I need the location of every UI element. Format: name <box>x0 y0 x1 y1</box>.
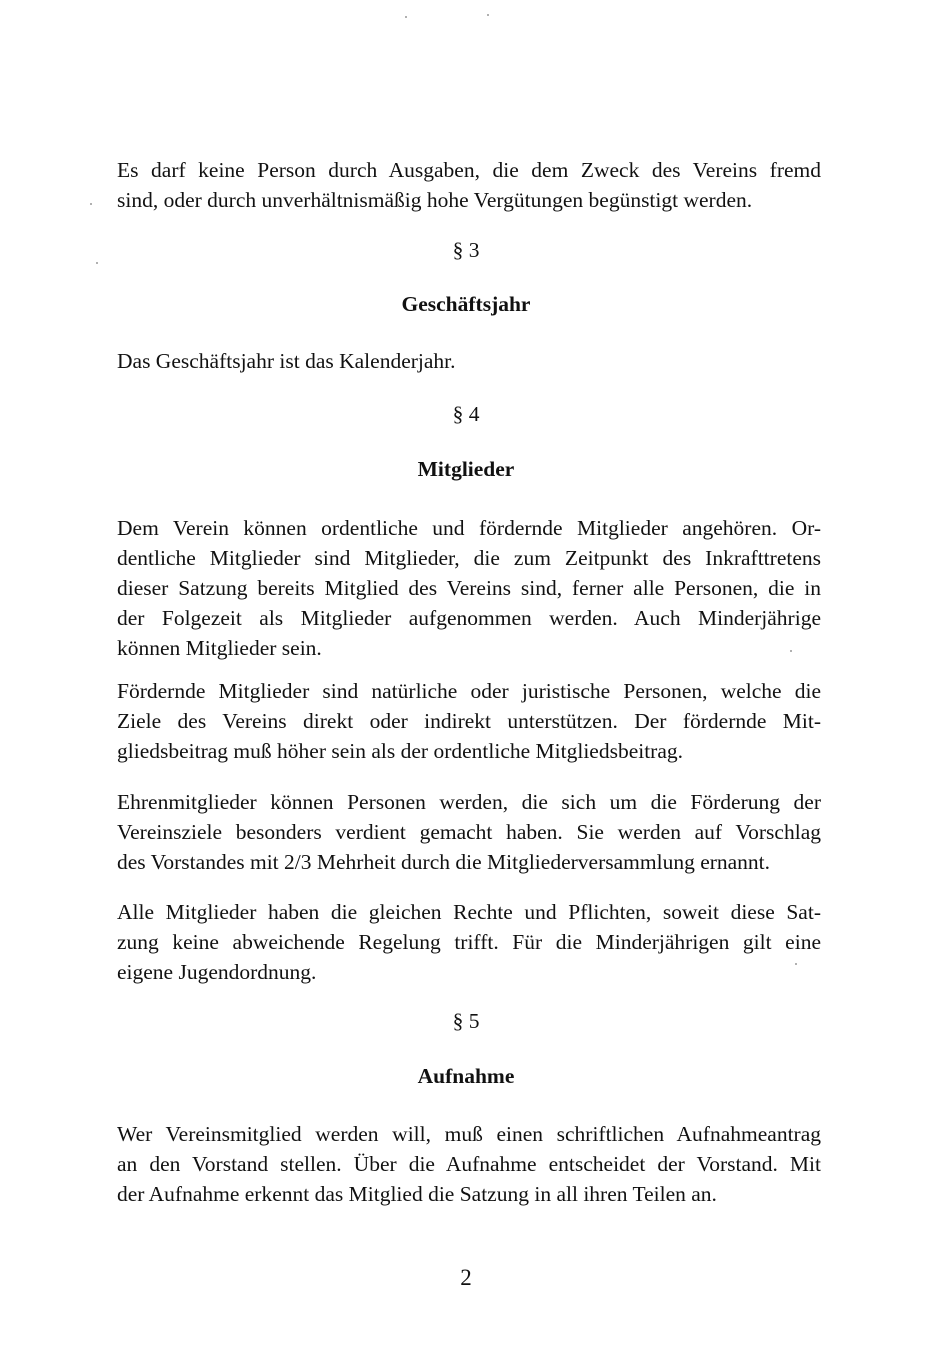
text-line: Alle Mitglieder haben die gleichen Rechte und Pflichten, soweit diese Sat- <box>117 900 821 924</box>
page-number: 2 <box>460 1265 472 1290</box>
scan-speck <box>790 650 792 652</box>
text-line: können Mitglieder sein. <box>117 636 322 660</box>
section-5-title: Aufnahme <box>417 1064 515 1088</box>
text-line: dieser Satzung bereits Mitglied des Vereins sind, ferner alle Personen, die in <box>117 576 821 600</box>
scan-speck <box>487 14 489 16</box>
scan-speck <box>795 963 797 965</box>
paragraph-members <box>117 513 821 663</box>
text-line: Es darf keine Person durch Ausgaben, die dem Zweck des Vereins fremd <box>117 158 821 182</box>
text-line: Ehrenmitglieder können Personen werden, die sich um die Förderung der <box>117 790 821 814</box>
paragraph-rights-duties <box>117 897 821 987</box>
paragraph-honorary-members <box>117 787 821 877</box>
section-5-number: § 5 <box>452 1009 480 1033</box>
section-3-number: § 3 <box>452 238 480 262</box>
text-line: Dem Verein können ordentliche und fördernde Mitglieder angehören. Or- <box>117 516 821 540</box>
paragraph-intro <box>117 155 821 215</box>
paragraph-supporting-members <box>117 676 821 766</box>
text-line: Vereinsziele besonders verdient gemacht haben. Sie werden auf Vorschlag <box>117 820 821 844</box>
scan-speck <box>405 16 407 18</box>
text-line: an den Vorstand stellen. Über die Aufnahme entscheidet der Vorstand. Mit <box>117 1152 821 1176</box>
paragraph-fiscal-year <box>117 346 821 376</box>
text-line: Wer Vereinsmitglied werden will, muß einen schriftlichen Aufnahmeantrag <box>117 1122 821 1146</box>
text-line: dentliche Mitglieder sind Mitglieder, die zum Zeitpunkt des Inkrafttretens <box>117 546 821 570</box>
text-line: eigene Jugendordnung. <box>117 960 317 984</box>
text-line: des Vorstandes mit 2/3 Mehrheit durch die Mitgliederversammlung ernannt. <box>117 850 771 874</box>
text-line: Das Geschäftsjahr ist das Kalenderjahr. <box>117 349 456 373</box>
text-line: gliedsbeitrag muß höher sein als der ordentliche Mitgliedsbeitrag. <box>117 739 684 763</box>
text-line: der Aufnahme erkennt das Mitglied die Satzung in all ihren Teilen an. <box>117 1182 717 1206</box>
section-3-title: Geschäftsjahr <box>401 292 531 316</box>
scan-speck <box>90 203 92 205</box>
text-line: Fördernde Mitglieder sind natürliche oder juristische Personen, welche die <box>117 679 821 703</box>
text-line: sind, oder durch unverhältnismäßig hohe Vergütungen begünstigt werden. <box>117 188 753 212</box>
scan-speck <box>96 262 98 264</box>
section-4-title: Mitglieder <box>417 457 515 481</box>
paragraph-admission <box>117 1119 821 1209</box>
text-line: zung keine abweichende Regelung trifft. Für die Minderjährigen gilt eine <box>117 930 821 954</box>
section-4-number: § 4 <box>452 402 480 426</box>
text-line: Ziele des Vereins direkt oder indirekt unterstützen. Der fördernde Mit- <box>117 709 821 733</box>
text-line: der Folgezeit als Mitglieder aufgenommen werden. Auch Minderjährige <box>117 606 821 630</box>
